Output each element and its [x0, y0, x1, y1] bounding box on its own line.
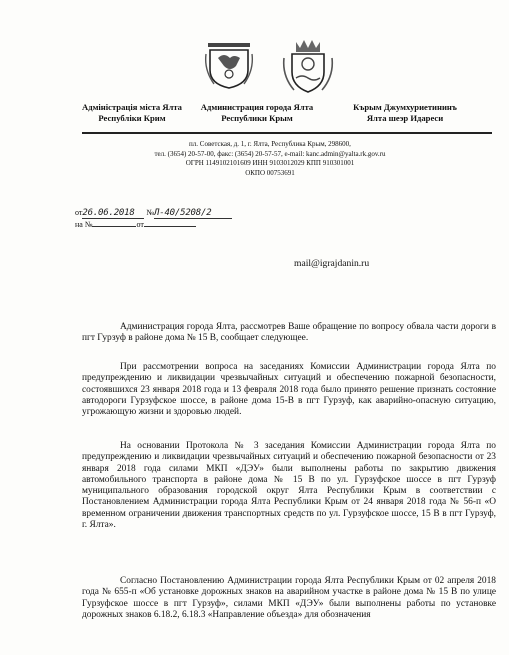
contact-phone-email: тел. (3654) 20-57-00, факс: (3654) 20-57-57, e-mail: kanc.admin@yalta.rk.gov.ru [154, 149, 386, 158]
org-name-crimean-tatar [330, 102, 480, 124]
outgoing-date-number [75, 208, 232, 219]
org-ru-line1: Администрация города Ялта [200, 102, 314, 112]
org-ua-line1: Адміністрація міста Ялта [82, 102, 182, 112]
header-divider [82, 132, 492, 134]
reference-date-number [75, 220, 196, 230]
ref-date-blank [144, 226, 196, 227]
org-ua-line2: Республіки Крим [98, 113, 166, 123]
letter-number: Л-40/5208/2 [154, 208, 232, 219]
ref-number-blank [92, 226, 136, 227]
org-name-russian [192, 102, 322, 124]
body-paragraph-4: Согласно Постановлению Администрации города Ялта Республики Крым от 02 апреля 2018 года № 655-п «Об установке дорожных знаков на аварийном участке в районе дома № 15 В по улице Гурзуфское шоссе в пгт Гурзуф», силами МКП «ДЭУ» были выполнены работы по установке дорожных знаков 6.18.2, 6.18.3 «Направление объезда» для обозначения [82, 576, 496, 620]
yalta-coat-of-arms-icon [282, 38, 334, 94]
body-paragraph-2: При рассмотрении вопроса на заседаниях Комиссии Администрации города Ялта по предупреждению и ликвидации чрезвычайных ситуаций и обеспечению пожарной безопасности, состоявшихся 23 января 2018 года и 13 февраля 2018 года было принято решение признать состояние автодороги Гурзуфское шоссе, в районе дома 15-В в пгт Гурзуф, как аварийно-опасную ситуацию, угрожающую жизни и здоровью людей. [82, 362, 496, 418]
org-ct-line1: Кърым Джумхуриетининъ [353, 102, 457, 112]
ref-from-label: от [136, 220, 144, 229]
letter-date: 26.06.2018 [82, 208, 144, 219]
org-ct-line2: Ялта шеэр Идареси [366, 113, 444, 123]
contact-registration-codes: ОГРН 1149102101609 ИНН 9103012029 КПП 910301001 [185, 159, 355, 167]
number-label: № [146, 208, 155, 217]
org-name-ukrainian [72, 102, 192, 124]
contact-okpo: ОКПО 00753691 [245, 168, 295, 177]
ref-label: на № [75, 220, 93, 229]
from-label: от [75, 208, 83, 217]
body-paragraph-1: Администрация города Ялта, рассмотрев Ваше обращение по вопросу обвала части дороги в пгт Гурзуф в районе дома № 15 В, сообщает следующее. [82, 322, 496, 344]
crimea-coat-of-arms-icon [204, 40, 254, 90]
org-ru-line2: Республики Крым [221, 113, 293, 123]
body-paragraph-3: На основании Протокола № 3 заседания Комиссии Администрации города Ялта по предупреждению и ликвидации чрезвычайных ситуаций и обеспечению пожарной безопасности от 23 января 2018 года силами МКП «ДЭУ» были выполнены работы по закрытию движения автомобильного транспорта в районе дома № 15 В по ул. Гурзуфское шоссе в пгт Гурзуф муниципального образования городской округ Ялта Республики Крым в соответствии с Постановлением Администрации города Ялта Республики Крым от 24 января 2018 года № 56-п «О временном ограничении движения транспортных средств по ул. Гурзуфское шоссе, 15 В в пгт Гурзуф, г. Ялта». [82, 441, 496, 531]
recipient-email: mail@igrajdanin.ru [294, 258, 370, 269]
contact-address: пл. Советская, д. 1, г. Ялта, Республика Крым, 298600, [189, 140, 351, 148]
